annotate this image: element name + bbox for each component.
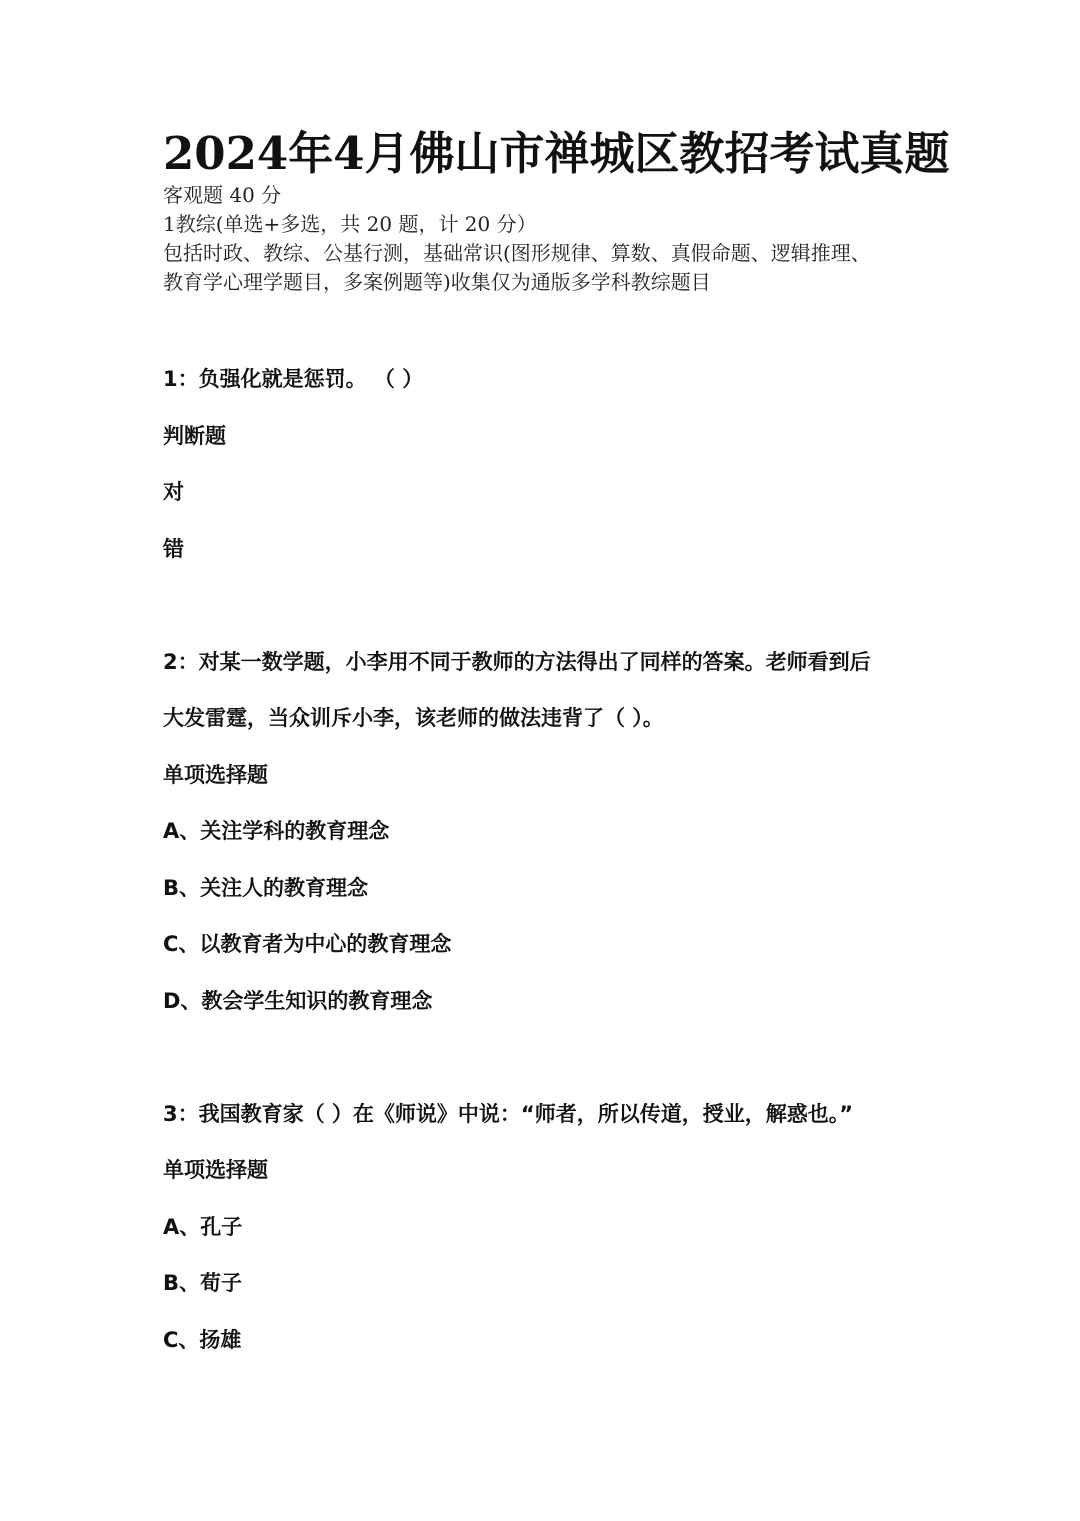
question-2-stem-line-2: 大发雷霆，当众训斥小李，该老师的做法违背了（ ）。	[163, 706, 664, 730]
question-1-option-false: 错	[163, 537, 184, 561]
question-1-stem: 1：负强化就是惩罚。 （ ）	[163, 367, 424, 391]
intro-line-note: 教育学心理学题目，多案例题等)收集仅为通版多学科教综题目	[163, 270, 711, 294]
question-2-option-d: D、教会学生知识的教育理念	[163, 989, 433, 1013]
question-3-option-a: A、孔子	[163, 1215, 243, 1239]
question-2-option-a: A、关注学科的教育理念	[163, 819, 390, 843]
question-2-option-c: C、以教育者为中心的教育理念	[163, 932, 452, 956]
question-3-stem: 3：我国教育家（ ）在《师说》中说：“师者，所以传道，授业，解惑也。”	[163, 1102, 854, 1126]
question-3-option-c: C、扬雄	[163, 1328, 242, 1352]
question-2-option-b: B、关注人的教育理念	[163, 876, 369, 900]
document-title: 2024年4月佛山市禅城区教招考试真题	[163, 127, 950, 180]
intro-line-scope: 包括时政、教综、公基行测，基础常识(图形规律、算数、真假命题、逻辑推理、	[163, 241, 871, 265]
intro-line-section: 1教综(单选+多选，共 20 题，计 20 分）	[163, 212, 537, 236]
question-1-type: 判断题	[163, 424, 226, 448]
question-3-type: 单项选择题	[163, 1158, 268, 1182]
question-2-stem-line-1: 2：对某一数学题，小李用不同于教师的方法得出了同样的答案。老师看到后	[163, 650, 871, 674]
question-3-option-b: B、荀子	[163, 1271, 243, 1295]
intro-block	[163, 181, 963, 297]
question-2-type: 单项选择题	[163, 763, 268, 787]
question-1-option-true: 对	[163, 480, 184, 504]
intro-line-score: 客观题 40 分	[163, 183, 282, 207]
